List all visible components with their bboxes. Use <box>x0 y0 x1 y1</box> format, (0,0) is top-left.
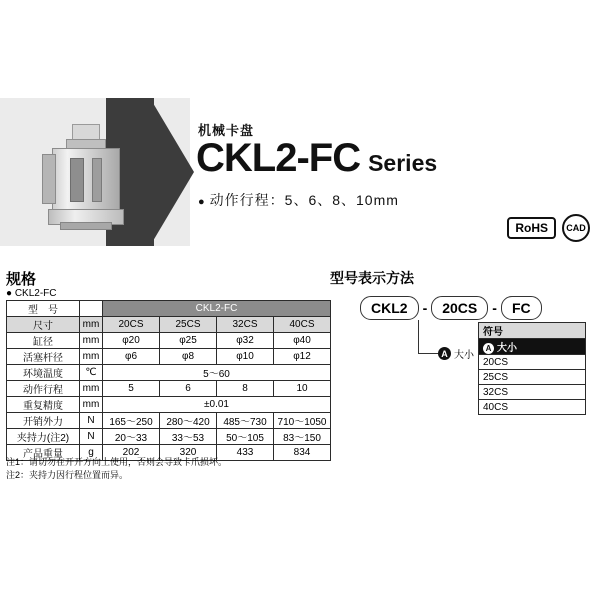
spec-row-label: 环境温度 <box>7 365 80 381</box>
spec-row-unit: mm <box>80 397 103 413</box>
table-row <box>7 429 331 445</box>
model-part-series: CKL2 <box>360 296 419 320</box>
model-option-table <box>478 322 586 415</box>
model-separator-1: - <box>422 300 428 316</box>
spec-row-unit: ℃ <box>80 365 103 381</box>
bullet-icon: ● <box>198 196 206 208</box>
table-row[interactable] <box>479 400 586 415</box>
model-connector-vertical <box>418 320 420 354</box>
stroke-info <box>198 190 399 210</box>
spec-cell: 6 <box>160 381 217 397</box>
spec-row-unit: g <box>80 445 103 461</box>
photo-slot-b <box>92 158 102 202</box>
table-row[interactable] <box>479 370 586 385</box>
spec-row-unit: mm <box>80 333 103 349</box>
certification-badges <box>507 214 590 242</box>
spec-cell: 165～250 <box>103 413 160 429</box>
model-table-subheader-label: 大小 <box>497 343 517 354</box>
spec-cell: φ25 <box>160 333 217 349</box>
cad-badge: CAD <box>562 214 590 242</box>
spec-cell: 8 <box>217 381 274 397</box>
spec-unit-blank <box>80 301 103 317</box>
table-row <box>7 317 331 333</box>
spec-col-40cs: 40CS <box>274 317 331 333</box>
model-option-20cs[interactable]: 20CS <box>479 355 586 370</box>
spec-col-20cs: 20CS <box>103 317 160 333</box>
spec-row-unit: mm <box>80 381 103 397</box>
spec-group-header: CKL2-FC <box>103 301 331 317</box>
spec-cell: 50～105 <box>217 429 274 445</box>
spec-cell: 20～33 <box>103 429 160 445</box>
spec-row-label: 动作行程 <box>7 381 80 397</box>
spec-cell: 10 <box>274 381 331 397</box>
model-code-title: 型号表示方法 <box>330 270 414 286</box>
photo-slot-a <box>70 158 84 202</box>
table-row <box>479 339 586 355</box>
model-option-40cs[interactable]: 40CS <box>479 400 586 415</box>
note-2: 注2：夹持力因行程位置而异。 <box>6 470 129 480</box>
spec-model-label: 型 号 <box>7 301 80 317</box>
model-marker-a <box>438 346 474 361</box>
spec-cell: φ6 <box>103 349 160 365</box>
table-row <box>7 301 331 317</box>
spec-cell: 485～730 <box>217 413 274 429</box>
table-row <box>7 365 331 381</box>
model-table-subheader <box>479 339 586 355</box>
spec-table <box>6 300 331 461</box>
spec-section-title: 规格 <box>6 271 37 288</box>
table-row <box>7 413 331 429</box>
table-row <box>7 381 331 397</box>
spec-row-unit: N <box>80 413 103 429</box>
spec-cell: 202 <box>103 445 160 461</box>
table-row[interactable] <box>479 355 586 370</box>
spec-row-unit: mm <box>80 349 103 365</box>
table-row <box>7 333 331 349</box>
spec-cell: 280～420 <box>160 413 217 429</box>
table-row <box>7 349 331 365</box>
spec-cell: φ20 <box>103 333 160 349</box>
table-row[interactable] <box>479 385 586 400</box>
note-1: 注1：请切勿在开开方向上使用，否则会导致卡爪损坏。 <box>6 457 228 467</box>
spec-cell: 83～150 <box>274 429 331 445</box>
product-banner <box>0 98 600 246</box>
spec-cell: φ32 <box>217 333 274 349</box>
spec-notes <box>6 456 227 482</box>
model-part-size: 20CS <box>431 296 488 320</box>
rohs-badge: RoHS <box>507 217 556 239</box>
spec-cell: 5 <box>103 381 160 397</box>
table-row <box>479 323 586 339</box>
spec-cell: 433 <box>217 445 274 461</box>
model-separator-2: - <box>492 300 497 316</box>
spec-row-label: 产品重量 <box>7 445 80 461</box>
marker-a-icon: A <box>438 347 451 360</box>
model-part-type: FC <box>501 296 542 320</box>
spec-col-32cs: 32CS <box>217 317 274 333</box>
model-option-25cs[interactable]: 25CS <box>479 370 586 385</box>
table-row <box>7 397 331 413</box>
spec-cell: φ40 <box>274 333 331 349</box>
stroke-info-text: 动作行程：5、6、8、10mm <box>209 192 399 208</box>
product-title-text: CKL2-FC <box>196 136 361 180</box>
product-photo <box>38 124 134 228</box>
photo-left-block <box>42 154 56 204</box>
marker-a-label: 大小 <box>454 350 474 361</box>
spec-row-label: 开销外力 <box>7 413 80 429</box>
product-subtitle: 机械卡盘 <box>198 123 255 138</box>
model-option-32cs[interactable]: 32CS <box>479 385 586 400</box>
spec-col-25cs: 25CS <box>160 317 217 333</box>
spec-section-subtitle: ● CKL2-FC <box>6 288 57 299</box>
spec-row-label: 活塞杆径 <box>7 349 80 365</box>
spec-row-label: 尺寸 <box>7 317 80 333</box>
product-series-text: Series <box>368 150 438 176</box>
spec-cell: 33～53 <box>160 429 217 445</box>
spec-cell: φ10 <box>217 349 274 365</box>
model-table-header: 符号 <box>479 323 586 339</box>
spec-row-unit: N <box>80 429 103 445</box>
spec-row-label: 重复精度 <box>7 397 80 413</box>
banner-chevron-arrow <box>150 98 194 246</box>
spec-cell-span: 5～60 <box>103 365 331 381</box>
photo-foot <box>60 222 112 230</box>
spec-cell: φ12 <box>274 349 331 365</box>
spec-cell: φ8 <box>160 349 217 365</box>
model-code-row <box>360 296 542 320</box>
spec-cell: 834 <box>274 445 331 461</box>
spec-cell: 710～1050 <box>274 413 331 429</box>
spec-row-unit: mm <box>80 317 103 333</box>
spec-cell-span: ±0.01 <box>103 397 331 413</box>
spec-row-label: 夹持力(注2) <box>7 429 80 445</box>
page-title <box>196 136 437 181</box>
spec-cell: 320 <box>160 445 217 461</box>
photo-body <box>52 148 120 212</box>
marker-a-icon: A <box>483 343 494 354</box>
spec-row-label: 缸径 <box>7 333 80 349</box>
